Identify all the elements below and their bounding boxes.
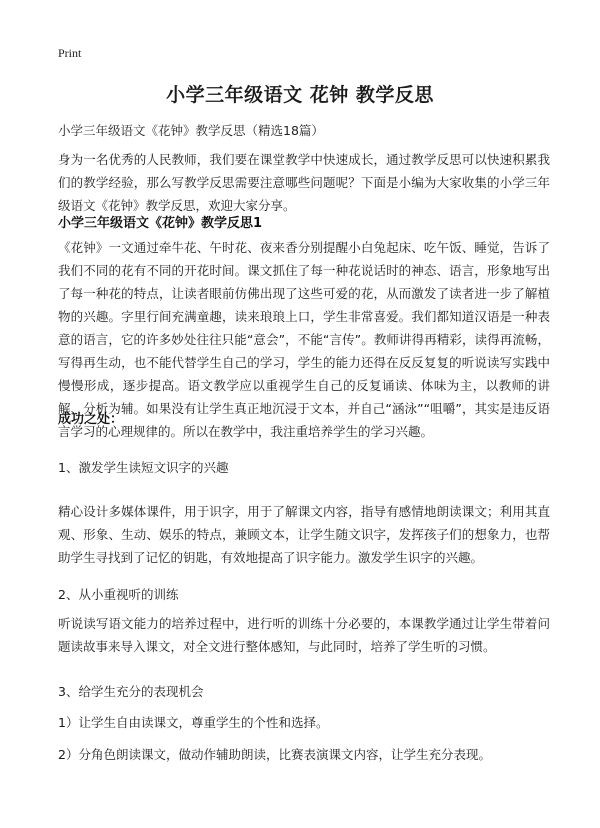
body-paragraph-1: 《花钟》一文通过牵牛花、午时花、夜来香分别提醒小白兔起床、吃午饭、睡觉，告诉了我们不同的花有不同的开花时间。课文抓住了每一种花说话时的神态、语言，形象地写出了每一种花的特点，让读者眼前仿佛出现了这些可爱的花，从而激发了读者进一步了解植物的兴趣。字里行间充满童趣，读来琅琅上口，学生非常喜爱。我们都知道汉语是一种表意的语言，它的许多妙处往往只能“意会”，不能“言传”。教师讲得再精彩，读得再流畅，写得再生动，也不能代替学生自己的学习，学生的能力还得在反反复复的听说读写实践中慢慢形成，逐步提高。语文教学应以重视学生自己的反复诵读、体味为主，以教师的讲解、分析为辅。如果没有让学生真正地沉浸于文本，并自己“涵泳”“咀嚼”，其实是违反语言学习的心理规律的。所以在教学中，我注重培养学生的学习兴趣。 bbox=[58, 240, 550, 439]
item-1-heading: 1、激发学生读短文识字的兴趣 bbox=[58, 460, 229, 475]
intro-paragraph: 身为一名优秀的人民教师，我们要在课堂教学中快速成长，通过教学反思可以快速积累我们的教学经验，那么写教学反思需要注意哪些问题呢？下面是小编为大家收集的小学三年级语文《花钟》教学反思，欢迎大家分享。 bbox=[58, 152, 550, 213]
item-2-heading: 2、从小重视听的训练 bbox=[58, 587, 179, 602]
success-heading: 成功之处： bbox=[58, 412, 124, 427]
item-3-sub-2: 2）分角色朗读课文，做动作辅助朗读，比赛表演课文内容，让学生充分表现。 bbox=[58, 747, 491, 762]
page-title: 小学三年级语文 花钟 教学反思 bbox=[166, 84, 434, 106]
item-3-heading: 3、给学生充分的表现机会 bbox=[58, 684, 204, 699]
item-1-paragraph: 精心设计多媒体课件，用于识字，用于了解课文内容，指导有感情地朗读课文；利用其直观、形象、生动、娱乐的特点，兼顾文本，让学生随文识字，发挥孩子们的想象力，也帮助学生寻找到了记忆的钥匙，有效地提高了识字能力。激发学生识字的兴趣。 bbox=[58, 504, 550, 565]
item-3-sub-1: 1）让学生自由读课文，尊重学生的个性和选择。 bbox=[58, 715, 329, 730]
print-link[interactable]: Print bbox=[58, 46, 82, 60]
article-heading: 小学三年级语文《花钟》教学反思1 bbox=[58, 216, 263, 231]
page-subtitle: 小学三年级语文《花钟》教学反思（精选18篇） bbox=[58, 123, 324, 138]
item-2-paragraph: 听说读写语文能力的培养过程中，进行听的训练十分必要的，本课教学通过让学生带着问题读故事来导入课文，对全文进行整体感知，与此同时，培养了学生听的习惯。 bbox=[58, 616, 550, 654]
